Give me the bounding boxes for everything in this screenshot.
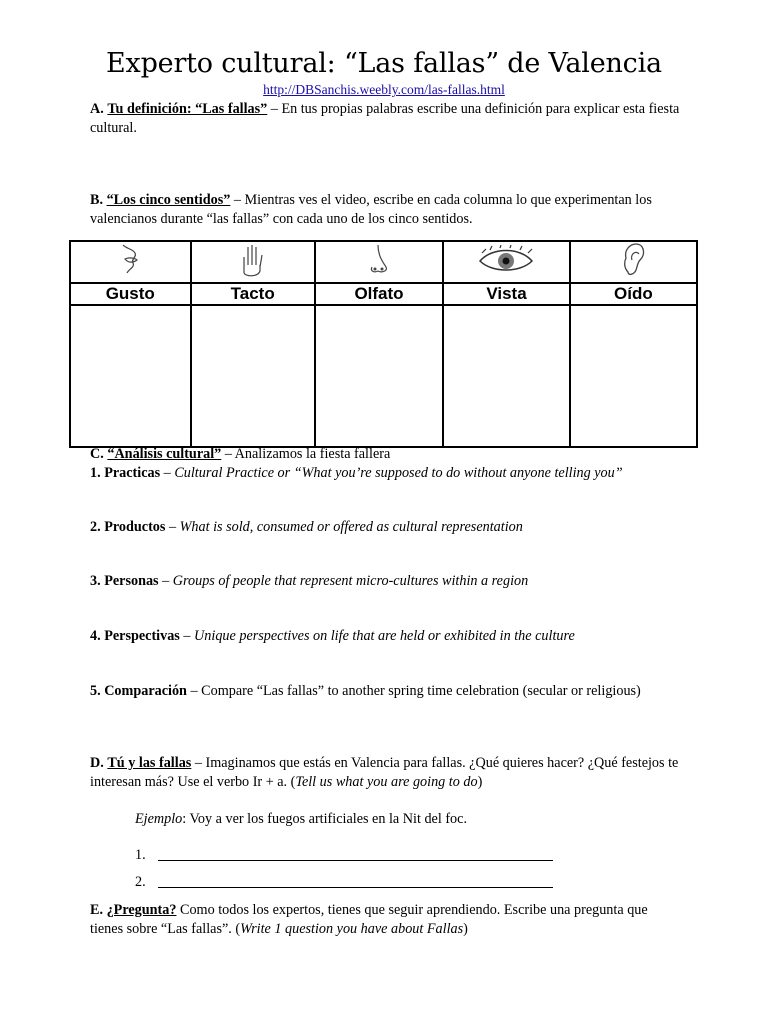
c-item-desc: Compare “Las fallas” to another spring time celebration (secular or religious) — [201, 683, 641, 699]
section-d-heading: Tú y las fallas — [107, 755, 192, 771]
section-c — [90, 445, 680, 464]
c-item-label: 5. Comparación — [90, 683, 187, 699]
section-a-letter: A. — [90, 101, 104, 117]
section-c-letter: C. — [90, 446, 104, 462]
section-a-heading: Tu definición: “Las fallas” — [107, 101, 268, 117]
section-e-close: ) — [463, 921, 468, 937]
c-item-desc: Cultural Practice or “What you’re supposed to do without anyone telling you” — [174, 465, 623, 481]
example-label: Ejemplo — [135, 811, 183, 827]
source-link[interactable]: http://DBSanchis.weebly.com/las-fallas.html — [263, 82, 505, 97]
answer-cell-oido[interactable] — [570, 305, 697, 447]
c-item-label: 3. Personas — [90, 573, 159, 589]
sense-label-oido: Oído — [570, 283, 697, 305]
sense-label-vista: Vista — [443, 283, 570, 305]
c-item-label: 2. Productos — [90, 519, 166, 535]
example-text: : Voy a ver los fuegos artificiales en la Nit del foc. — [182, 811, 467, 827]
hand-icon — [238, 243, 268, 277]
section-e-heading: ¿Pregunta? — [106, 902, 177, 918]
sense-label-olfato: Olfato — [315, 283, 443, 305]
section-e — [90, 901, 680, 939]
eye-icon — [476, 245, 536, 275]
answer-cell-vista[interactable] — [443, 305, 570, 447]
section-e-letter: E. — [90, 902, 104, 918]
section-a-text: – En tus propias palabras escribe una definición para explicar esta fiesta cultural. — [90, 101, 680, 136]
c-item-5: 5. Comparación – Compare “Las fallas” to another spring time celebration (secular or religious) — [90, 683, 641, 699]
page-title: Experto cultural: “Las fallas” de Valencia — [106, 48, 662, 79]
section-b-text: – Mientras ves el video, escribe en cada columna lo que experimentan los valencianos durante “las fallas” con cada uno de los cinco sentidos. — [90, 192, 652, 227]
answer-cell-gusto[interactable] — [70, 305, 191, 447]
section-d-text: – Imaginamos que estás en Valencia para fallas. ¿Qué quieres hacer? ¿Qué festejos te interesan más? Use el verbo Ir + a. ( — [90, 755, 679, 790]
c-item-4: 4. Perspectivas – Unique perspectives on life that are held or exhibited in the culture — [90, 628, 575, 644]
answer-cell-tacto[interactable] — [191, 305, 315, 447]
answer-line-1[interactable] — [158, 860, 553, 861]
answer-number-1: 1. — [135, 847, 146, 863]
c-item-desc: Unique perspectives on life that are held or exhibited in the culture — [194, 628, 575, 644]
answer-cell-olfato[interactable] — [315, 305, 443, 447]
section-d-italic: Tell us what you are going to do — [295, 774, 478, 790]
nose-icon — [364, 243, 394, 277]
senses-icon-cell — [443, 241, 570, 283]
c-item-1: 1. Practicas – Cultural Practice or “What you’re supposed to do without anyone telling you” — [90, 465, 623, 481]
senses-icon-cell — [315, 241, 443, 283]
mouth-icon — [115, 243, 145, 277]
c-item-2: 2. Productos – What is sold, consumed or offered as cultural representation — [90, 519, 523, 535]
senses-table — [69, 240, 698, 448]
c-item-desc: What is sold, consumed or offered as cultural representation — [179, 519, 523, 535]
section-a — [90, 100, 680, 138]
section-d-letter: D. — [90, 755, 104, 771]
senses-icon-cell — [570, 241, 697, 283]
ear-icon — [618, 242, 648, 278]
section-b — [90, 191, 680, 229]
example-line — [135, 810, 675, 829]
section-c-heading: “Análisis cultural” — [107, 446, 222, 462]
c-item-label: 4. Perspectivas — [90, 628, 180, 644]
c-item-3: 3. Personas – Groups of people that represent micro-cultures within a region — [90, 573, 529, 589]
section-e-text: Como todos los expertos, tienes que seguir aprendiendo. Escribe una pregunta que tienes sobre “Las fallas”. ( — [90, 902, 648, 937]
sense-label-tacto: Tacto — [191, 283, 315, 305]
sense-label-gusto: Gusto — [70, 283, 191, 305]
section-d — [90, 754, 680, 792]
section-b-letter: B. — [90, 192, 104, 208]
section-e-italic: Write 1 question you have about Fallas — [240, 921, 464, 937]
c-item-label: 1. Practicas — [90, 465, 161, 481]
answer-number-2: 2. — [135, 874, 146, 890]
senses-icon-cell — [70, 241, 191, 283]
section-d-close: ) — [477, 774, 483, 790]
answer-line-2[interactable] — [158, 887, 553, 888]
c-item-desc: Groups of people that represent micro-cultures within a region — [172, 573, 529, 589]
senses-icon-cell — [191, 241, 315, 283]
section-c-text: – Analizamos la fiesta fallera — [221, 446, 391, 462]
section-b-heading: “Los cinco sentidos” — [106, 192, 231, 208]
